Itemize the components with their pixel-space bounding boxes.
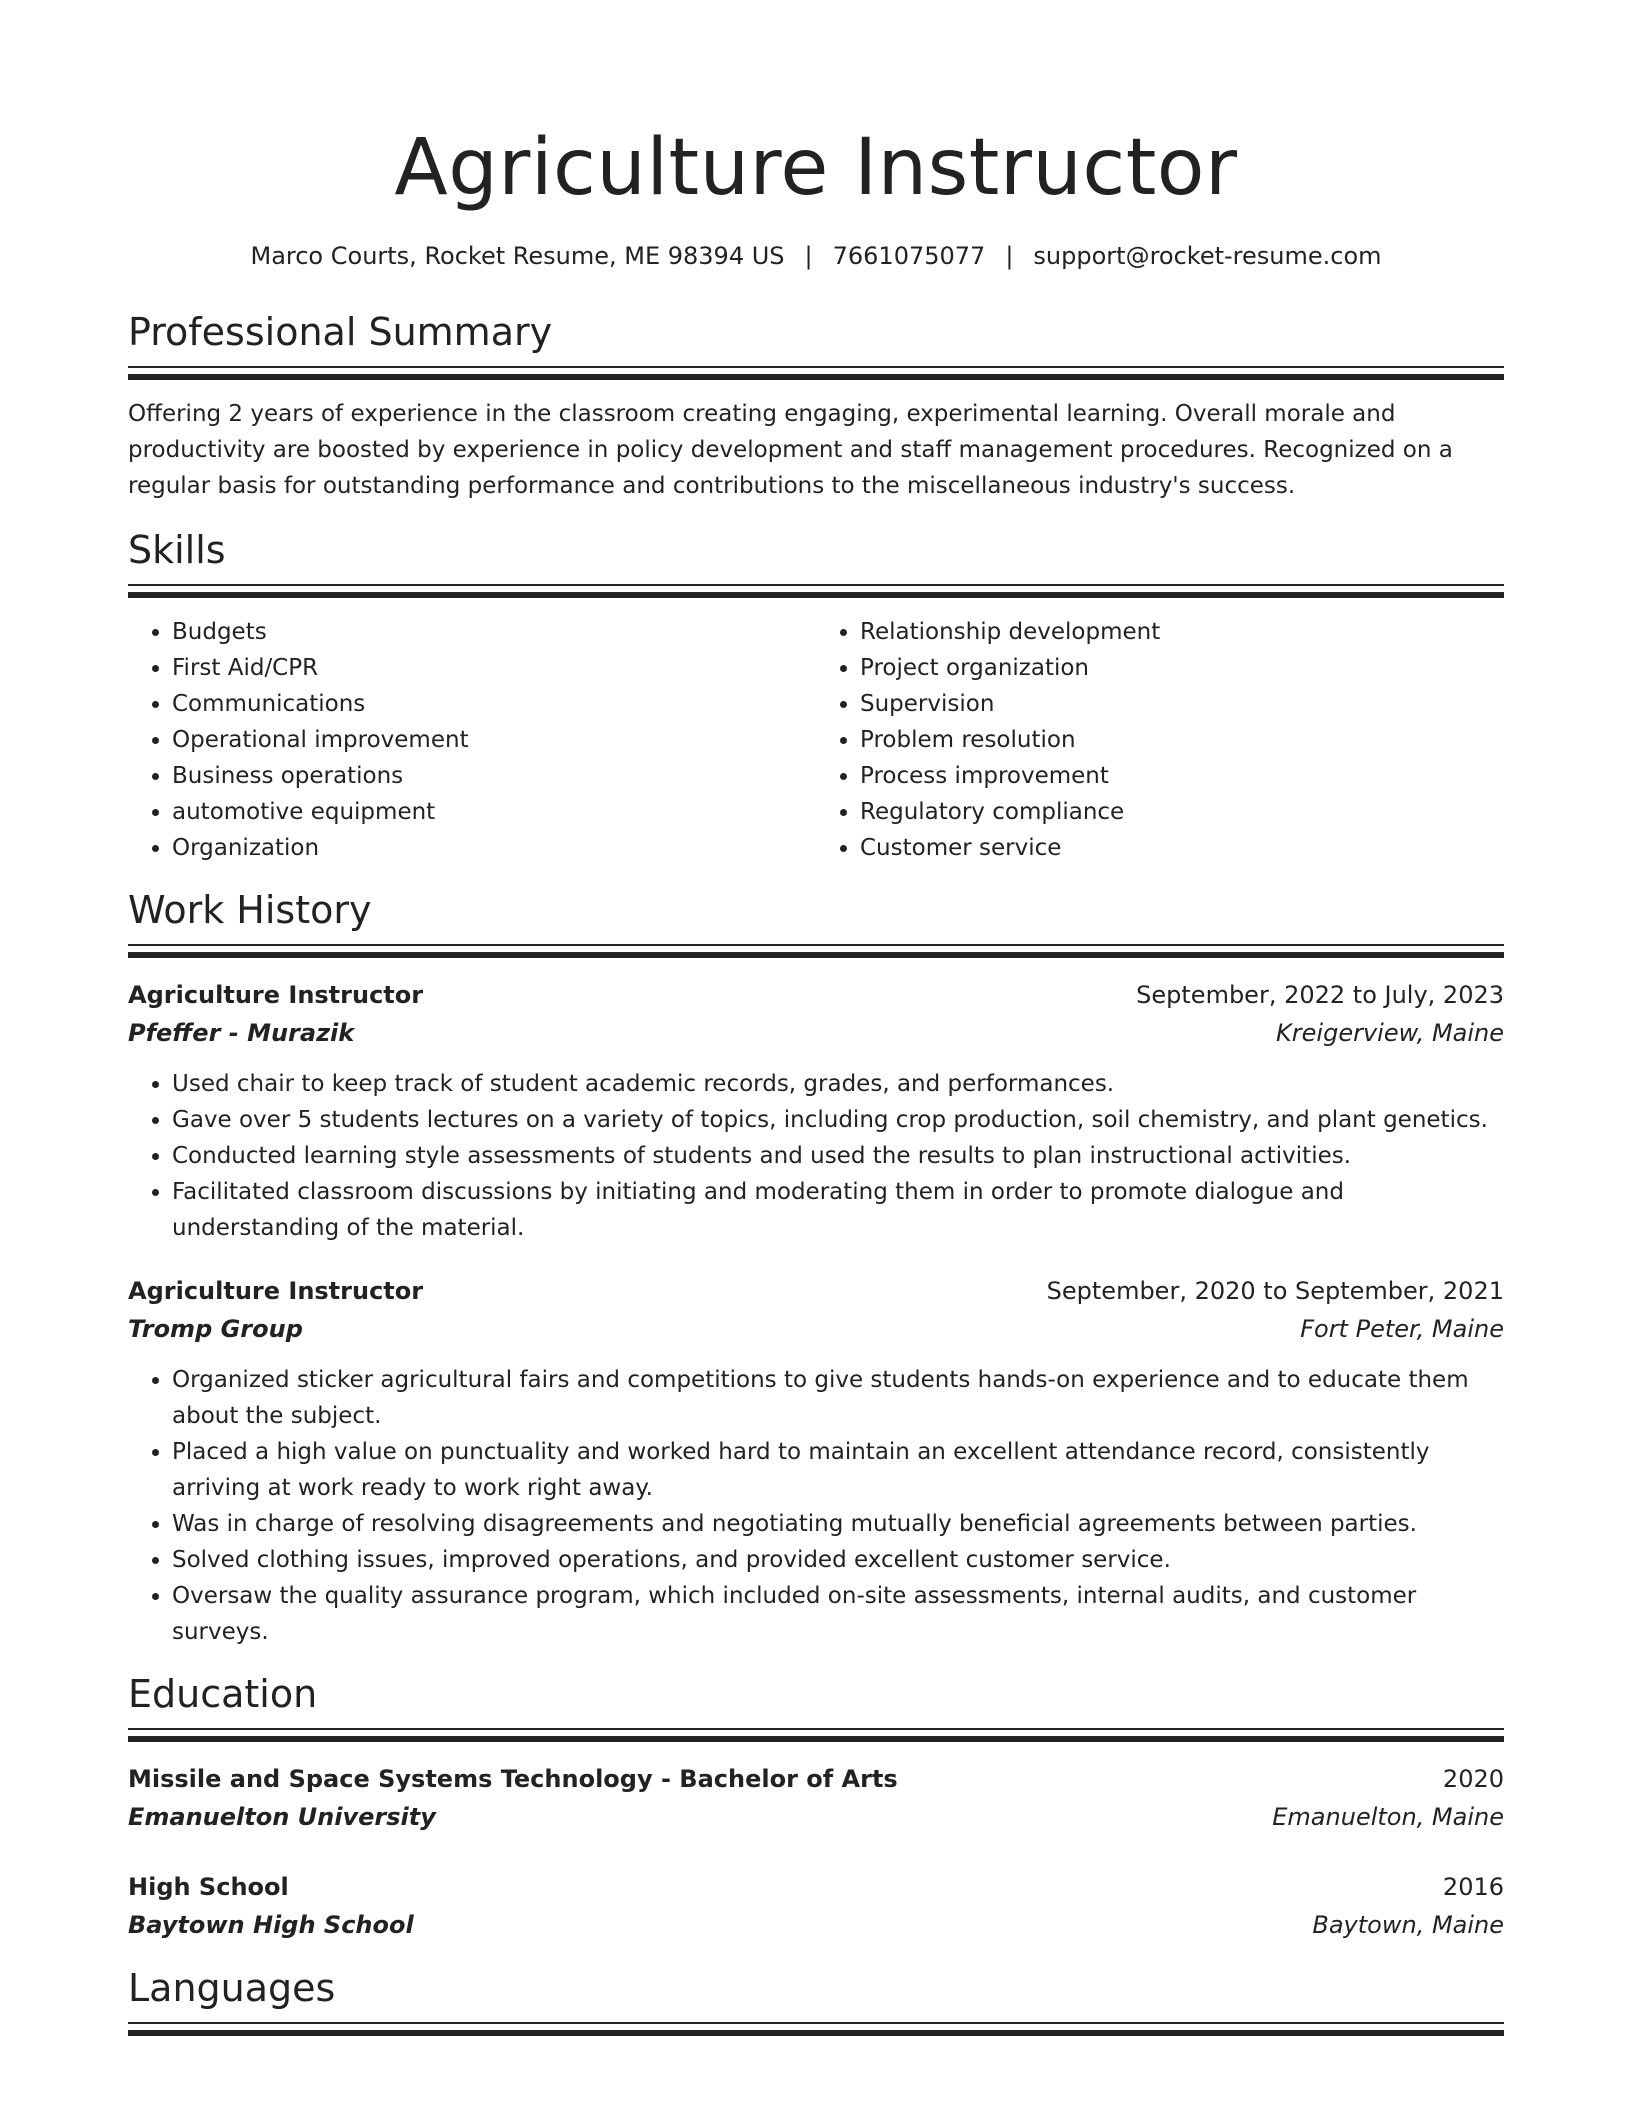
- skill-item: • Regulatory compliance: [860, 794, 1504, 830]
- skills-section: [128, 526, 1504, 866]
- education-section: [128, 1670, 1504, 1944]
- job-bullet: • Was in charge of resolving disagreements and negotiating mutually beneficial agreements between parties.: [172, 1506, 1504, 1542]
- contact-email: support@rocket-resume.com: [1033, 242, 1382, 270]
- job-bullet: • Facilitated classroom discussions by initiating and moderating them in order to promote dialogue and understanding of the material.: [172, 1174, 1504, 1246]
- job-bullets: [128, 1066, 1504, 1246]
- job-dates: September, 2022 to July, 2023: [1136, 981, 1504, 1009]
- section-title-summary: Professional Summary: [128, 310, 553, 354]
- education-degree: Missile and Space Systems Technology - Bachelor of Arts: [128, 1765, 898, 1793]
- summary-text: Offering 2 years of experience in the classroom creating engaging, experimental learning. Overall morale and productivity are boosted by experience in policy development and staff management procedures. Recognized on a regular basis for outstanding performance and contributions to the miscellaneous industry's success.: [128, 401, 1453, 499]
- job-header: [128, 976, 1504, 1014]
- contact-separator: |: [1005, 242, 1014, 270]
- work-section: [128, 886, 1504, 1650]
- contact-line: [128, 240, 1504, 272]
- contact-address: Marco Courts, Rocket Resume, ME 98394 US: [250, 242, 785, 270]
- section-title-work: Work History: [128, 888, 372, 932]
- job-dates: September, 2020 to September, 2021: [1046, 1277, 1504, 1305]
- skill-item: • Process improvement: [860, 758, 1504, 794]
- section-divider: [128, 944, 1504, 958]
- education-location: Emanuelton, Maine: [1272, 1803, 1504, 1831]
- job-bullet: • Oversaw the quality assurance program, which included on-site assessments, internal audits, and customer surveys.: [172, 1578, 1504, 1650]
- skill-item: • Relationship development: [860, 614, 1504, 650]
- job-location: Fort Peter, Maine: [1300, 1315, 1504, 1343]
- education-subheader: [128, 1906, 1504, 1944]
- job-bullet: • Solved clothing issues, improved operations, and provided excellent customer service.: [172, 1542, 1504, 1578]
- resume-name: Agriculture Instructor: [394, 123, 1238, 213]
- skills-columns: [128, 614, 1504, 866]
- job-bullet: • Used chair to keep track of student academic records, grades, and performances.: [172, 1066, 1504, 1102]
- skill-item: • Business operations: [172, 758, 816, 794]
- job-header: [128, 1272, 1504, 1310]
- job-bullet: • Conducted learning style assessments of students and used the results to plan instructional activities.: [172, 1138, 1504, 1174]
- job-location: Kreigerview, Maine: [1276, 1019, 1504, 1047]
- job-title: Agriculture Instructor: [128, 981, 424, 1009]
- education-header: [128, 1760, 1504, 1798]
- skill-item: • Project organization: [860, 650, 1504, 686]
- section-divider: [128, 1728, 1504, 1742]
- education-year: 2020: [1442, 1765, 1504, 1793]
- job-entry: [128, 976, 1504, 1246]
- contact-separator: |: [804, 242, 813, 270]
- job-bullet: • Organized sticker agricultural fairs and competitions to give students hands-on experience and to educate them about the subject.: [172, 1362, 1504, 1434]
- education-header: [128, 1868, 1504, 1906]
- job-title: Agriculture Instructor: [128, 1277, 424, 1305]
- section-title-languages: Languages: [128, 1966, 336, 2010]
- skill-item: • Supervision: [860, 686, 1504, 722]
- education-entry: [128, 1868, 1504, 1944]
- job-entry: [128, 1272, 1504, 1650]
- section-divider: [128, 584, 1504, 598]
- skill-item: • Customer service: [860, 830, 1504, 866]
- job-bullet: • Placed a high value on punctuality and worked hard to maintain an excellent attendance record, consistently arriving at work ready to work right away.: [172, 1434, 1504, 1506]
- job-company: Pfeffer - Murazik: [128, 1019, 355, 1047]
- education-entry: [128, 1760, 1504, 1836]
- skill-item: • First Aid/CPR: [172, 650, 816, 686]
- education-school: Baytown High School: [128, 1911, 414, 1939]
- skill-item: • Problem resolution: [860, 722, 1504, 758]
- job-company: Tromp Group: [128, 1315, 303, 1343]
- resume-page: [128, 0, 1504, 2036]
- job-bullets: [128, 1362, 1504, 1650]
- skill-item: • Organization: [172, 830, 816, 866]
- skill-item: • automotive equipment: [172, 794, 816, 830]
- skill-item: • Communications: [172, 686, 816, 722]
- summary-section: [128, 308, 1504, 504]
- education-degree: High School: [128, 1873, 289, 1901]
- job-subheader: [128, 1014, 1504, 1052]
- education-school: Emanuelton University: [128, 1803, 436, 1831]
- section-title-skills: Skills: [128, 528, 226, 572]
- skills-list-left: [128, 614, 816, 866]
- skills-list-right: [816, 614, 1504, 866]
- skill-item: • Budgets: [172, 614, 816, 650]
- languages-section: [128, 1964, 1504, 2036]
- contact-phone: 7661075077: [832, 242, 986, 270]
- job-bullet: • Gave over 5 students lectures on a variety of topics, including crop production, soil chemistry, and plant genetics.: [172, 1102, 1504, 1138]
- skill-item: • Operational improvement: [172, 722, 816, 758]
- job-subheader: [128, 1310, 1504, 1348]
- education-year: 2016: [1442, 1873, 1504, 1901]
- section-divider: [128, 366, 1504, 380]
- section-title-education: Education: [128, 1672, 318, 1716]
- section-divider: [128, 2022, 1504, 2036]
- education-location: Baytown, Maine: [1312, 1911, 1504, 1939]
- education-subheader: [128, 1798, 1504, 1836]
